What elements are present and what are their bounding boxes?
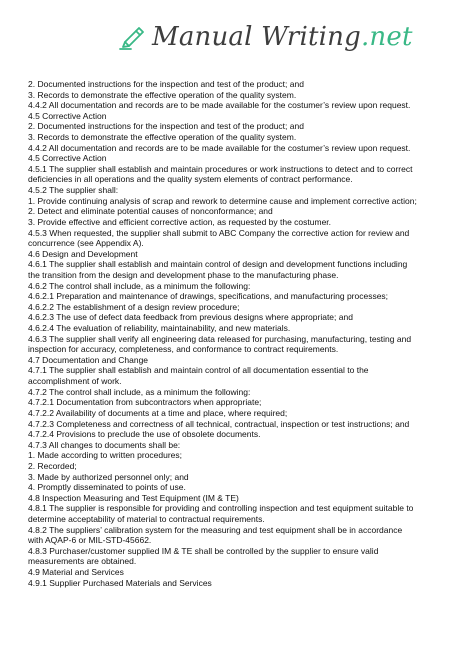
site-header [0,0,474,78]
document-line: 4.8.2 The suppliers’ calibration system for the measuring and test equipment shall be in accordance [28,524,403,535]
document-line: 4.6.1 The supplier shall establish and maintain control of design and development functions including [28,259,408,270]
document-line: 4.7.2.2 Availability of documents at a time and place, where required; [28,407,288,418]
document-line: 4.6.2.1 Preparation and maintenance of drawings, specifications, and manufacturing processes; [28,291,389,302]
document-line: 4.7.2.4 Provisions to preclude the use of obsolete documents. [28,429,261,440]
logo-domain: .net [360,22,413,52]
document-line: 4.7 Documentation and Change [28,354,149,365]
document-body [28,79,458,588]
document-line: 4.8 Inspection Measuring and Test Equipment (IM & TE) [28,492,239,503]
document-line: 4.7.2 The control shall include, as a minimum the following: [28,386,251,397]
document-line: 4.5.3 When requested, the supplier shall submit to ABC Company the corrective action for review and [28,227,410,238]
document-line: 3. Made by authorized personnel only; and [28,471,189,482]
document-line: 4.7.3 All changes to documents shall be: [28,439,181,450]
site-logo[interactable] [152,22,413,52]
document-line: 4.5 Corrective Action [28,153,107,164]
document-line: accomplishment of work. [28,376,122,387]
document-line: 2. Documented instructions for the inspection and test of the product; and [28,121,304,132]
document-line: 4.6.2.4 The evaluation of reliability, maintainability, and new materials. [28,323,291,334]
document-line: inspection for accuracy, completeness, and conformance to contract requirements. [28,344,339,355]
document-line: 4.6 Design and Development [28,248,138,259]
document-line: 3. Provide effective and efficient corrective action, as requested by the costumer. [28,216,332,227]
document-line: 4.7.2.3 Completeness and correctness of all technical, contractual, inspection or test instructions; and [28,418,410,429]
document-line: 1. Made according to written procedures; [28,450,183,461]
document-line: 2. Detect and eliminate potential causes of nonconformance; and [28,206,273,217]
logo-name: Manual Writing [152,22,361,52]
document-line: 2. Recorded; [28,460,77,471]
document-line: 2. Documented instructions for the inspection and test of the product; and [28,79,304,89]
document-line: 4.5 Corrective Action [28,110,107,121]
document-line: determine acceptability of material to contractual requirements. [28,513,265,524]
document-line: 4.6.2.2 The establishment of a design review procedure; [28,301,240,312]
document-line: 4.6.2.3 The use of defect data feedback from previous designs where appropriate; and [28,312,353,323]
document-line: 4.5.2 The supplier shall: [28,185,119,196]
document-line: 4.4.2 All documentation and records are to be made available for the costumer’s review upon request. [28,142,411,153]
document-line: 4.8.1 The supplier is responsible for providing and controlling inspection and test equipment suitable to [28,503,414,514]
document-line: 4.9.1 Supplier Purchased Materials and Services [28,577,212,588]
document-line: 4.8.3 Purchaser/customer supplied IM & TE shall be controlled by the supplier to ensure valid [28,545,379,556]
document-line: 4.6.3 The supplier shall verify all engineering data released for purchasing, manufacturing, testing and [28,333,412,344]
document-line: 4.6.2 The control shall include, as a minimum the following: [28,280,251,291]
document-line: the transition from the design and development phase to the manufacturing phase. [28,269,339,280]
document-line: 4.9 Material and Services [28,567,124,578]
document-line: 4. Promptly disseminated to points of use. [28,482,186,493]
document-line: 1. Provide continuing analysis of scrap and rework to determine cause and implement corrective action; [28,195,417,206]
pencil-icon [117,20,147,50]
document-line: 4.7.1 The supplier shall establish and maintain control of all documentation essential to the [28,365,369,376]
document-line: 3. Records to demonstrate the effective operation of the quality system. [28,89,297,100]
document-line: measurements are obtained. [28,556,137,567]
document-line: 3. Records to demonstrate the effective operation of the quality system. [28,132,297,143]
document-line: deficiencies in all operations and the quality system elements of contract performance. [28,174,353,185]
document-line: with AQAP-6 or MIL-STD-45662. [28,535,152,546]
document-line: concurrence (see Appendix A). [28,238,144,249]
document-line: 4.5.1 The supplier shall establish and maintain procedures or work instructions to detect and to correct [28,163,413,174]
document-line: 4.4.2 All documentation and records are to be made available for the costumer’s review upon request. [28,100,411,111]
document-line: 4.7.2.1 Documentation from subcontractors when appropriate; [28,397,262,408]
